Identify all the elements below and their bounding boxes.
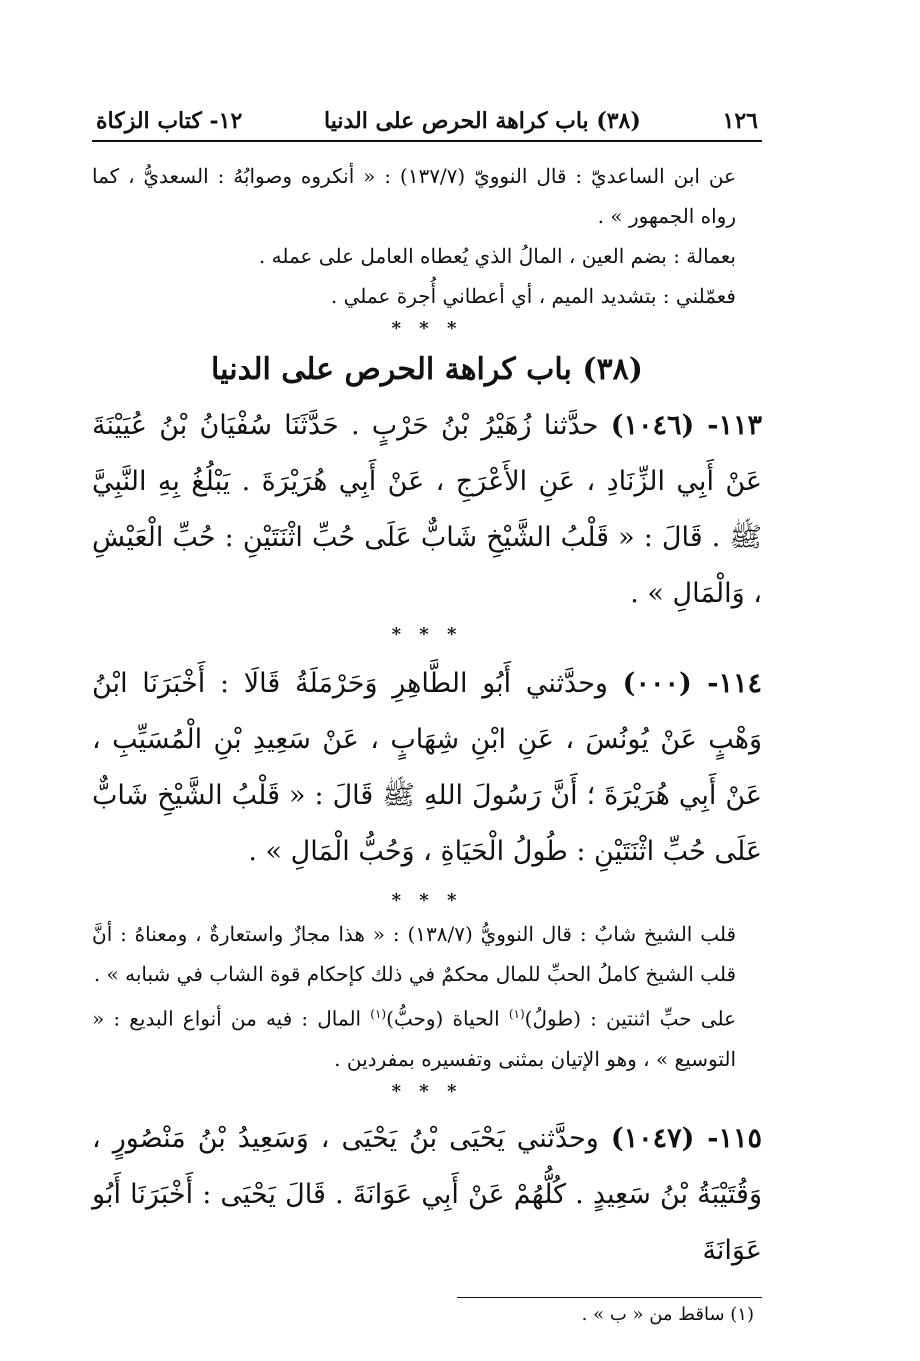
note-hubb-ithnatayn: [92, 994, 762, 1079]
hadith-113-number: ١١٣- (١٠٤٦): [610, 410, 762, 441]
note-qalb-al-shaykh: قلب الشيخ شابٌ : قال النوويُّ (١٣٨/٧) : « هذا مجازٌ واستعارةٌ ، ومعناهُ : أنَّ قلب الشيخ كاملُ الحبِّ للمال محكمٌ في ذلك كإحكام قوة الشاب في شبابه » .: [92, 922, 737, 986]
hadith-113-text: حدَّثنا زُهَيْرُ بْنُ حَرْبٍ . حَدَّثَنَا سُفْيَانُ بْنُ عُيَيْنَةَ عَنْ أَبِي الزِّنَادِ ، عَنِ الأَعْرَجِ ، عَنْ أَبِي هُرَيْرَةَ . يَبْلُغُ بِهِ النَّبِيَّ ﷺ . قَالَ : « قَلْبُ الشَّيْخِ شَابٌّ عَلَى حُبِّ اثْنَتَيْنِ : حُبِّ الْعَيْشِ ، وَالْمَالِ » .: [92, 410, 762, 609]
page-number: ١٢٦: [722, 108, 758, 134]
hadith-113: [92, 398, 762, 622]
separator-stars: * * *: [391, 890, 463, 911]
note-ibn-saidi: عن ابن الساعديّ : قال النوويّ (١٣٧/٧) : « أنكروه وصوابُهُ : السعديُّ ، كما رواه الجمهور » .: [92, 164, 736, 228]
footnote: (١) ساقط من « ب » .: [581, 1303, 754, 1325]
separator-stars: * * *: [391, 318, 463, 339]
note-bi-imala: بعمالة : بضم العين ، المالُ الذي يُعطاه العامل على عمله .: [258, 244, 736, 268]
book-running-title: ١٢- كتاب الزكاة: [96, 108, 243, 134]
hadith-114-number: ١١٤- (٠٠٠): [622, 668, 762, 699]
hadith-115-number: ١١٥- (١٠٤٧): [610, 1122, 762, 1154]
page-header: [92, 108, 762, 138]
separator-stars: * * *: [391, 1080, 463, 1102]
footnote-mark: (١): [508, 1007, 525, 1021]
note-fa-ammalani: فعمّلني : بتشديد الميم ، أي أعطاني أُجرة عملي .: [330, 284, 736, 308]
hadith-115-text: وحدَّثني يَحْيَى بْنُ يَحْيَى ، وَسَعِيدُ بْنُ مَنْصُورٍ ، وَقُتَيْبَةُ بْنُ سَعِيدٍ . كُلُّهُمْ عَنْ أَبِي عَوَانَةَ . قَالَ يَحْيَى : أَخْبَرَنَا أَبُو عَوَانَةَ: [92, 1122, 762, 1266]
footnote-mark: (١): [370, 1007, 387, 1021]
separator-stars: * * *: [391, 624, 463, 645]
note-part-c: المال : فيه من أنواع البديع : « التوسيع » ، وهو الإتيان بمثنى وتفسيره بمفردين .: [92, 1006, 736, 1071]
hadith-114-text: وحدَّثني أَبُو الطَّاهِرِ وَحَرْمَلَةُ قَالَا : أَخْبَرَنَا ابْنُ وَهْبٍ عَنْ يُونُسَ ، عَنِ ابْنِ شِهَابٍ ، عَنْ سَعِيدِ بْنِ الْمُسَيِّبِ ، عَنْ أَبِي هُرَيْرَةَ ؛ أَنَّ رَسُولَ اللهِ ﷺ قَالَ : « قَلْبُ الشَّيْخِ شَابٌّ عَلَى حُبِّ اثْنَتَيْنِ : طُولُ الْحَيَاةِ ، وَحُبُّ الْمَالِ » .: [92, 668, 762, 867]
chapter-title: (٣٨) باب كراهة الحرص على الدنيا: [211, 352, 643, 387]
book-page: [92, 108, 762, 1332]
hadith-115: [92, 1111, 762, 1279]
chapter-running-title: (٣٨) باب كراهة الحرص على الدنيا: [324, 108, 641, 134]
note-part-a: على حبِّ اثنتين : (طولُ): [524, 1006, 736, 1031]
note-part-b: الحياة (وحبُّ): [386, 1006, 509, 1031]
hadith-114: [92, 656, 762, 880]
